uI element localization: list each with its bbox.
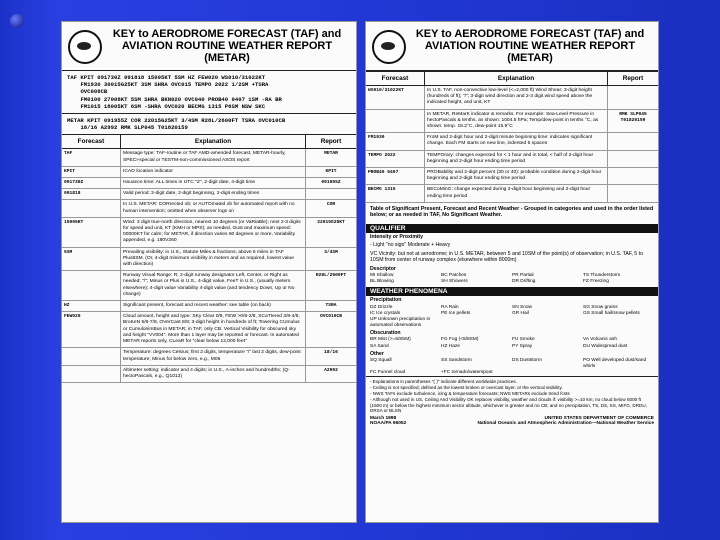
footer-line-2 (366, 421, 658, 426)
table-row (366, 168, 658, 185)
forecast-code: WS010/31022KT (366, 86, 425, 109)
pub-code: NOAA/PA 96052 (370, 421, 407, 427)
back-table-header (366, 71, 658, 86)
report-code (608, 185, 658, 201)
forecast-code (62, 366, 121, 382)
weather-code: UP Unknown precipitation in automated observations (370, 316, 431, 328)
weather-code (512, 317, 583, 329)
weather-code (583, 370, 654, 376)
weather-code: SA Sand (370, 343, 389, 349)
front-header (62, 22, 356, 71)
weather-code: BL Blowing (370, 279, 394, 285)
table-row (366, 133, 658, 150)
obscuration-grid (366, 337, 658, 349)
weather-code: VA Volcanic ash (583, 337, 618, 343)
slide-bullet (10, 14, 24, 28)
taf-key-front-page (62, 22, 356, 522)
report-code: 091955Z (321, 180, 341, 186)
weather-code (512, 370, 583, 376)
taf-key-back-page (366, 22, 658, 522)
report-code: COR (326, 202, 336, 208)
weather-code: DS Duststorm (512, 358, 542, 364)
weather-code: SS Sandstorm (441, 358, 472, 364)
forecast-code (62, 348, 121, 364)
footnotes: - Explanations in parentheses "( )" indicate different worldwide practices. - Ceiling is not specified; defined as the lowest broken or overcast layer, or the vertical visibility. - NWS TAFs exclude turbulence, icing & temperature forecasts; NWS METARs exclude trend fcsts - Although not used in US, Ceiling And Visibility OK replaces visibility, weather and clouds if: visibility >=10 km; no cloud below 5000 ft (1500 m) or below the highest minimum sector altitude, whichever is greater and no CB; and no precipitation, TS, DS, SS, MIFG, DRDU, DRSA or BLSN (370, 379, 647, 414)
weather-code: FG Fog (<5/8SM) (441, 337, 479, 343)
noaa-logo-icon (372, 30, 406, 64)
report-code: KPIT (325, 168, 337, 174)
weather-code: FZ Freezing (583, 279, 609, 285)
weather-code: DZ Drizzle (370, 304, 393, 310)
table-row (62, 271, 356, 301)
weather-code (583, 317, 654, 329)
forecast-code: BECMG 1315 (366, 185, 425, 201)
weather-code: TS Thunderstorm (583, 273, 621, 279)
agency: National Oceanic and Atmospheric Administration—National Weather Service (477, 421, 654, 427)
explanation-text: Cloud amount, height and type: SKy Clear 0/8, FEW >0/8-2/8, SCaTtered 3/8-4/8, BroKeN 5/8-7/8, OVerCast 8/8; 3-digit height in hundreds of ft; Towering CUmulus or CumulonimBus in METAR; in TAF, only CB. Vertical Visibility for obscured sky and height "VV004". More than 1 layer may be reported or forecast. In automated METAR reports only, CLeaR for "clear below 12,000 feet" (121, 312, 306, 347)
report-code (608, 151, 658, 167)
weather-code: GR Hail (512, 310, 529, 316)
explanation-text: Valid period: 2-digit date, 2-digit beginning, 2-digit ending times (121, 189, 306, 199)
forecast-code: 091730Z (62, 178, 121, 188)
weather-code: PY Spray (512, 343, 533, 349)
report-code: TSRA (325, 303, 337, 309)
explanation-text: Message type: TAF-routine or TAF AMD-amended forecast, METAR-hourly, SPECI-special or TESTM-non-commissioned ASOS report (121, 149, 306, 165)
forecast-code: KPIT (62, 167, 121, 177)
table-row (62, 301, 356, 312)
table-row (366, 185, 658, 202)
weather-code: SH Showers (441, 279, 468, 285)
weather-code: PR Partial (512, 273, 534, 279)
intensity-title: Intensity or Proximity (370, 234, 424, 241)
report-code: OVC010CB (319, 314, 343, 320)
table-row (62, 348, 356, 365)
front-table-body (62, 149, 356, 383)
forecast-code: 5SM (62, 248, 121, 271)
weather-code: PO Well developed dust/sand whirls (583, 358, 647, 370)
other-title: Other (370, 350, 384, 357)
forecast-code (62, 271, 121, 300)
report-code: 3/4SM (324, 249, 338, 255)
forecast-code: TAF (62, 149, 121, 165)
front-table-header (62, 134, 356, 149)
noaa-logo-icon (68, 30, 102, 64)
explanation-text: Wind: 3 digit true-north direction, nearest 10 degrees (or VaRiaBle); next 2-3 digits for speed and unit, KT (KMH or MPS); as needed, Gust and maximum speed; 00000KT for calm; for METAR, if direction varies 60 degrees or more, Variability appended, e.g. 180V260 (121, 218, 306, 247)
explanation-text: BECoMinG: change expected during 2-digit hour beginning and 2-digit hour ending time period (425, 185, 608, 201)
report-code: RMK SLP045 T01820159 (619, 111, 647, 123)
explanation-text: Prevailing visibility: in U.S., Statute Miles & fractions; above 6 miles in TAF Plus6SM. (Or, 4-digit minimum visibility in meters and as required, lowest value with direction) (121, 248, 306, 271)
front-title: KEY to AERODROME FORECAST (TAF) and AVIATION ROUTINE WEATHER REPORT (METAR) (112, 28, 342, 64)
forecast-code: 091818 (62, 189, 121, 199)
weather-code: SQ Squall (370, 358, 392, 364)
report-code (306, 189, 356, 199)
weather-code: BR Mist (>=5/8SM) (370, 337, 411, 343)
forecast-code (62, 200, 121, 216)
explanation-text: In U.S. TAF, non-convective low-level (<=2,000 ft) Wind Shear; 3-digit height (hundreds of ft); "/"; 3-digit wind direction and 2-3 digit wind speed above the indicated height, and unit, KT (425, 86, 608, 109)
forecast-code: FEW020 (62, 312, 121, 347)
table-row (62, 366, 356, 383)
department: UNITED STATES DEPARTMENT OF COMMERCE (544, 416, 654, 422)
intensity-text: - Light "no sign" Moderate + Heavy (370, 242, 451, 249)
qualifier-band: QUALIFIER (366, 224, 658, 233)
weather-code: HZ Haze (441, 343, 460, 349)
explanation-text: PROBability and 2-digit percent (30 or 40): probable condition during 2-digit hour beginning and 2-digit hour ending time period (425, 168, 608, 184)
weather-code: BC Patches (441, 273, 467, 279)
other-grid (366, 358, 658, 376)
weather-code: MI Shallow (370, 273, 394, 279)
table-row (62, 189, 356, 200)
sig-weather-title: Table of Significant Present, Forecast and Recent Weather - Grouped in categories and used in the order listed below; or as needed in TAF, No Significant Weather. (370, 205, 654, 219)
table-row (62, 167, 356, 178)
header-report: Report (320, 138, 342, 146)
explanation-text: Significant present, forecast and recent weather: see table (on back) (121, 301, 306, 311)
weather-code: FC Funnel cloud (370, 370, 406, 376)
weather-code: FU Smoke (512, 337, 535, 343)
precip-title: Precipitation (370, 297, 402, 304)
table-row (62, 178, 356, 189)
explanation-text: Issuance time: ALL times in UTC "Z", 2-digit date, 4-digit time (121, 178, 306, 188)
header-forecast: Forecast (62, 135, 121, 148)
weather-code: SG Snow grains (583, 304, 618, 310)
header-report: Report (622, 75, 644, 82)
forecast-code: 15005KT (62, 218, 121, 247)
table-row (62, 200, 356, 217)
metar-example: METAR KPIT 091955Z COR 22015G25KT 3/4SM R28L/2600FT TSRA OVC010CB 18/16 A2992 RMK SLP045 T01820159 (67, 117, 286, 132)
back-table-body (366, 86, 658, 203)
back-title: KEY to AERODROME FORECAST (TAF) and AVIATION ROUTINE WEATHER REPORT (METAR) (415, 28, 645, 64)
report-code (608, 168, 658, 184)
header-explanation: Explanation (425, 72, 608, 85)
vicinity-text: VC Vicinity: but not at aerodrome; in U.S. METAR, between 5 and 10SM of the point(s) of observation; in U.S. TAF, 5 to 10SM from center of runway complex (elsewhere within 8000m) (370, 250, 643, 264)
header-explanation: Explanation (121, 135, 306, 148)
forecast-code: HZ (62, 301, 121, 311)
explanation-text: Runway Visual Range: R; 2-digit runway designator Left, Center, or Right as needed; "/"; Minus or Plus in U.S., 4-digit value, FeeT in U.S., (usually meters elsewhere); 4-digit value Variability 4-digit value (and tendency Down, Up or No change) (121, 271, 306, 300)
weather-code: PE Ice pellets (441, 310, 471, 316)
table-row (366, 86, 658, 110)
taf-example: TAF KPIT 091730Z 091818 15005KT 5SM HZ FEW020 WS010/31022KT FM1930 30015G25KT 3SM SHRA OVC015 TEMPO 2022 1/2SM +TSRA OVC008CB FM0100 27008KT 5SM SHRA BKN020 OVC040 PROB40 0407 1SM -RA BR FM1015 18005KT 6SM -SHRA OVC020 BECMG 1315 P6SM NSW SKC (67, 74, 282, 110)
weather-code: IC Ice crystals (370, 310, 401, 316)
report-code: METAR (324, 151, 338, 157)
report-code: 18/16 (324, 350, 338, 356)
weather-code: SN Snow (512, 304, 532, 310)
obscuration-title: Obscuration (370, 330, 401, 337)
weather-code: +FC tornado/waterspout (441, 370, 493, 376)
forecast-code: PROB40 0407 (366, 168, 425, 184)
report-code: A2992 (324, 367, 338, 373)
table-row (366, 110, 658, 134)
explanation-text: In U.S. METAR: CORrected ob; or AUTOmated ob for automated report with no human intervention; omitted when observer logs on (121, 200, 306, 216)
report-code: R28L/2600FT (315, 273, 347, 279)
table-row (62, 218, 356, 248)
explanation-text: In METAR, ReMarK indicator & remarks. For example: Sea-Level Pressure in hectoPascals & tenths, as shown: 1004.5 hPa; Temp/dew-point in tenths °C, as shown: temp. 18.2°C, dew-point 15.9°C (425, 110, 608, 133)
report-code: 22015G25KT (317, 219, 345, 225)
weather-code (441, 317, 512, 329)
report-code (608, 86, 658, 109)
weather-code: GS Small hail/snow pellets (583, 310, 640, 316)
forecast-code: TEMPO 2022 (366, 151, 425, 167)
table-row (62, 248, 356, 272)
explanation-text: ICAO location indicator (121, 167, 306, 177)
phenomena-band: WEATHER PHENOMENA (366, 287, 658, 296)
forecast-code (366, 110, 425, 133)
explanation-text: FroM and 2-digit hour and 2-digit minute beginning time: indicates significant change. Each FM starts on new line, indented 5 spaces (425, 133, 608, 149)
table-row (366, 151, 658, 168)
header-forecast: Forecast (366, 72, 425, 85)
descriptor-title: Descriptor (370, 265, 396, 272)
explanation-text: Altimeter setting: indicator and 4 digits; in U.S., A-inches and hundredths; (Q-hectoPascals, e.g., Q1013) (121, 366, 306, 382)
report-code (608, 133, 658, 149)
weather-code: DR Drifting (512, 279, 536, 285)
back-header (366, 22, 658, 71)
descriptor-grid (366, 273, 658, 285)
precip-grid (366, 305, 658, 329)
explanation-text: Temperature: degrees Celsius; first 2 digits, temperature "/" last 2 digits, dew-point temperature; Minus for below zero, e.g., M06 (121, 348, 306, 364)
pub-date: March 1998 (370, 416, 397, 422)
weather-code: RA Rain (441, 304, 459, 310)
table-row (62, 149, 356, 166)
weather-code: DU Widespread dust (583, 343, 628, 349)
forecast-code: FM1930 (366, 133, 425, 149)
table-row (62, 312, 356, 348)
explanation-text: TEMPOrary: changes expected for < 1 hour and in total, < half of 2-digit hour beginning and 2-digit hour ending time period (425, 151, 608, 167)
